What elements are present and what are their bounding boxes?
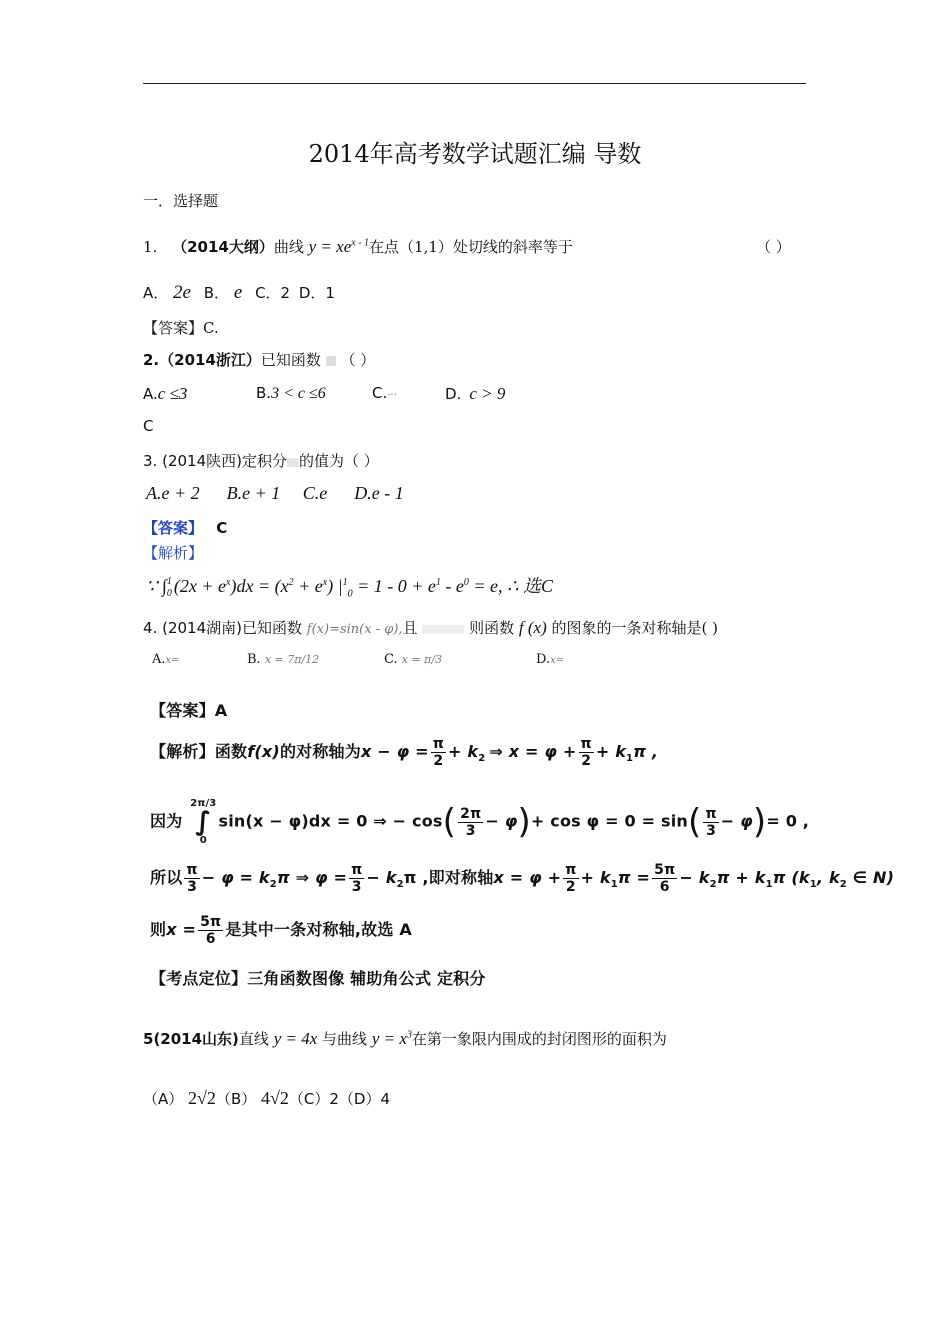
- question-4: 4. (2014湖南)已知函数 f(x)=sin(x - φ),且 则函数 f (x) 的图象的一条对称轴是( ): [143, 618, 719, 637]
- q1-options: A． 2e B． e C．2 D．1: [143, 282, 335, 303]
- page-title: 2014年高考数学试题汇编 导数: [308, 140, 642, 168]
- question-2: 2.（2014浙江）已知函数 （ ）: [143, 351, 376, 369]
- q4-analysis-line-4: 则x = $\frac{5\pi}{6}$ 是其中一条对称轴,故选 A: [150, 914, 412, 947]
- q5-options: （A） 2√2（B） 4√2（C）2（D）4: [143, 1088, 391, 1108]
- q3-answer: 【答案】 C: [143, 519, 228, 537]
- section-heading: 一．选择题: [143, 192, 219, 210]
- q4-kaodian: 【考点定位】三角函数图像 辅助角公式 定积分: [150, 969, 486, 988]
- q1-formula: $y = xe^{x - 1}$: [308, 237, 370, 256]
- q3-formula-image: [287, 458, 299, 467]
- q4-option-d: D.x=: [536, 652, 565, 667]
- q1-source: （2014大纲）: [172, 238, 274, 256]
- q3-solution: ∵ ∫ 1 0 $(2x + e^x)dx = (x^2 + e^x)$ $|^1_0 = 1 - 0 + e^1 - e^0 = e$, ∴ 选C: [146, 575, 553, 600]
- q1-number: 1.: [143, 238, 158, 256]
- q4-analysis-line-3: 所以 $\frac{\pi}{3}$ − $\varphi = k_2\pi$ ⇒ φ = $\frac{\pi}{3}$ − $k_2\pi$ ,即对称轴x = φ + $\frac{\pi}{2}$ + $k_1\pi$ = $\frac{5\pi}{6}$ − $k_2\pi + k_1\pi$ ($k_1$, $k_2$ ∈ N): [150, 862, 895, 895]
- question-1: [143, 236, 573, 257]
- q1-text-b: 在点（1,1）处切线的斜率等于: [369, 238, 573, 256]
- q2-answer: C: [143, 417, 154, 435]
- q3-analysis-label: 【解析】: [143, 544, 204, 562]
- q3-options: A.e + 2 B.e + 1 C.e D.e - 1: [146, 483, 404, 503]
- q1-bracket: （ ）: [756, 238, 791, 256]
- q2-formula-image: [326, 356, 336, 366]
- q1-answer: 【答案】C.: [143, 319, 219, 337]
- q4-integral-image: [422, 625, 464, 634]
- q4-answer: 【答案】A: [150, 701, 228, 720]
- q4-analysis-line-2: 因为 2π/3 ∫ 0 sin(x − φ)dx = 0 ⇒ − cos( $\frac{2\pi}{3}$ − φ)+ cos φ = 0 = sin( $\frac{\pi}{3}$ − φ)= 0 ,: [150, 798, 810, 846]
- header-rule: [143, 83, 806, 84]
- q4-fx-image: f(x)=sin(x - φ),: [306, 622, 403, 637]
- q4-analysis-line-1: 【解析】函数f(x)的对称轴为x − φ = $\frac{\pi}{2}$ + $k_2$ ⇒ x = φ + $\frac{\pi}{2}$ + $k_1\pi$ ,: [150, 736, 659, 769]
- q4-option-b: B. x = 7π/12: [247, 652, 320, 667]
- q2-opt-c-image: ···: [387, 390, 397, 401]
- q1-text-a: 曲线: [273, 238, 304, 256]
- question-5: 5(2014山东)直线 y = 4x 与曲线 $y = x^3$在第一象限内围成的封闭图形的面积为: [143, 1029, 667, 1048]
- q2-options: A.c ≤3: [143, 384, 188, 403]
- q4-option-a: A.x=: [152, 652, 180, 667]
- q4-option-c: C. x = π/3: [384, 652, 443, 667]
- question-3: 3. (2014陕西)定积分 的值为（ ）: [143, 452, 379, 470]
